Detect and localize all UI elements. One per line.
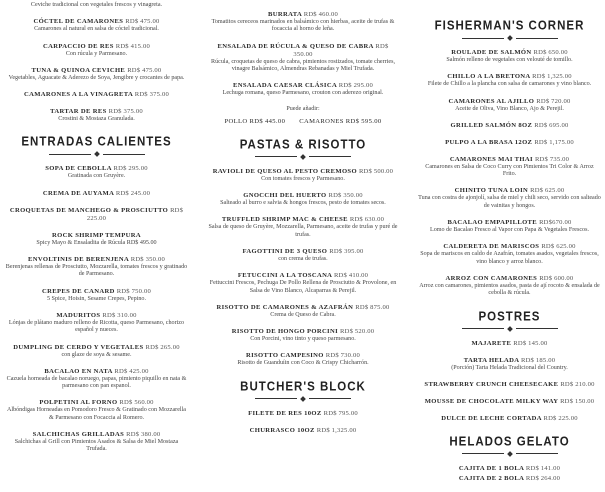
- item-price: RD$ 735.00: [534, 155, 570, 163]
- item-price: RD$ 475.00: [127, 66, 162, 74]
- item-description: Spicy Mayo & Ensaladita de Rúcula RD$ 495.00: [36, 239, 157, 246]
- item-price: RD$ 185.00: [520, 356, 556, 364]
- section-heading-butchers-block: [208, 377, 398, 401]
- menu-item: [4, 190, 189, 198]
- menu-item: [208, 410, 398, 418]
- menu-item: [418, 187, 601, 210]
- item-price: RD$ 720.00: [536, 97, 571, 105]
- item-name: TUNA & QUINOA CEVICHE: [31, 66, 126, 74]
- item-description: Berenjenas rellenas de Prosciutto, Mozzarella, tomates frescos y gratinado de Parmesano.: [5, 264, 188, 278]
- item-price: RD$ 1,175.00: [534, 138, 574, 146]
- item-name: TARTAR DE RES: [50, 108, 107, 116]
- item-name: CAMARONES A LA VINAGRETA: [24, 91, 133, 99]
- item-price: RD$ 750.00: [116, 287, 151, 295]
- item-name: PULPO A LA BRASA 12OZ: [445, 138, 533, 146]
- menu-item: [418, 415, 601, 423]
- item-price: RD$ 350.00: [130, 256, 165, 264]
- item-price: RD$ 695.00: [534, 121, 569, 129]
- item-description: Tomatitos cereceos marinados en balsámico con hierbas, aceite de trufas & focaccia al horno de leña.: [211, 19, 395, 33]
- item-price: RD$ 210.00: [560, 380, 595, 388]
- menu-item: [208, 352, 398, 367]
- item-name: SOPA DE CEBOLLA: [45, 165, 112, 173]
- item-price: RD$ 350.00: [328, 192, 363, 200]
- item-name: RISOTTO CAMPESINO: [245, 352, 324, 360]
- menu-item: [208, 248, 398, 263]
- item-name: RAVIOLI DE QUESO AL PESTO CREMOSO: [212, 167, 357, 175]
- item-price: RD$ 410.00: [333, 272, 369, 280]
- item-price: RD$ 1,325.00: [532, 73, 572, 81]
- item-description: Gratinada con Gruyère.: [67, 173, 126, 180]
- item-description: Risotto de Guanduíin con Coco & Crispy Chicharrón.: [237, 360, 369, 367]
- item-price: RD$ 375.00: [134, 91, 169, 99]
- menu-item: [4, 399, 189, 422]
- item-price: RD$ 380.00: [126, 431, 161, 439]
- menu-item: [4, 232, 189, 247]
- item-name: GNOCCHI DEL HUERTO: [243, 192, 327, 200]
- menu-item: [418, 122, 601, 130]
- menu-item: [4, 256, 189, 279]
- menu-column-right: [418, 10, 601, 492]
- item-price: RD$ 875.00: [355, 303, 390, 311]
- item-description: Aceite de Oliva, Vino Blanco, Ajo & Perejil.: [455, 105, 564, 112]
- section-title: PASTAS & RISOTTO: [239, 137, 367, 152]
- heading-divider: [208, 155, 398, 159]
- item-price: RD$670.00: [539, 219, 572, 227]
- item-description: con glaze de soya & sesame.: [61, 351, 132, 358]
- item-name: ENSALADA DE RÚCULA & QUESO DE CABRA: [217, 42, 374, 50]
- item-price: RD$ 520.00: [340, 328, 375, 336]
- menu-item: [418, 357, 601, 372]
- item-description: Ceviche tradicional con vegetales frescos y vinagreta.: [30, 2, 163, 8]
- item-description: Salsa de queso de Gruyère, Mozzarella, Parmesano, aceite de trufas y puré de trufas.: [208, 224, 398, 238]
- item-description: Salteado al burro e salvia & hongos frescos, pesto de tomates secos.: [220, 200, 386, 207]
- item-description: Crostini & Mostaza Granulada.: [58, 116, 135, 123]
- item-name: CALDERETA DE MARISCOS: [443, 243, 540, 251]
- menu-item: [208, 328, 398, 343]
- item-name: CROQUETAS DE MANCHEGO & PROSCIUTTO: [9, 206, 169, 214]
- item-name: SALCHICHAS GRILLADAS: [32, 431, 125, 439]
- item-description: Con tomates frescos y Parmesano.: [261, 175, 345, 182]
- add-on-options: [208, 118, 398, 126]
- item-price: [350, 0, 384, 1]
- menu-item: [418, 98, 601, 113]
- item-description: Con rúcula y Parmesano.: [65, 50, 128, 57]
- section-heading-fishermans-corner: [418, 16, 601, 40]
- item-name: ARROZ CON CAMARONES: [445, 274, 538, 282]
- item-name: BACALAO EMPAPILLOTE: [447, 219, 538, 227]
- heading-divider: [418, 327, 601, 331]
- menu-item: [418, 381, 601, 389]
- item-name: ENSALADA CAESAR CLÁSICA: [233, 82, 337, 90]
- menu-item: [4, 43, 189, 58]
- item-name: TARTA HELADA: [463, 356, 519, 364]
- item-price: RD$ 310.00: [102, 311, 137, 319]
- menu-item: [208, 43, 398, 74]
- item-price: RD$ 150.00: [560, 397, 595, 405]
- menu-item: [208, 11, 398, 34]
- item-name: CAMARONES AL AJILLO: [448, 97, 535, 105]
- item-description: con crema de trufas.: [278, 255, 328, 262]
- add-on-label: Puede añadir:: [286, 106, 320, 113]
- menu-item: [4, 207, 189, 223]
- item-name: GRILLED SALMÓN 8OZ: [450, 121, 533, 129]
- menu-column-center: [208, 0, 398, 444]
- item-name: CAJITA DE 1 BOLA: [458, 464, 524, 472]
- item-description: Con Porcini, vino tinto y queso parmesano.: [250, 336, 356, 343]
- section-title: HELADOS GELATO: [449, 434, 570, 449]
- menu-item: [4, 431, 189, 454]
- item-price: RD$ 225.00: [86, 206, 184, 222]
- item-price: RD$ 425.00: [114, 367, 149, 375]
- menu-item: [4, 368, 189, 391]
- menu-item: [208, 427, 398, 435]
- item-price: RD$ 460.00: [303, 11, 338, 18]
- add-on-chicken: POLLO RD$ 445.00: [224, 117, 286, 125]
- item-name: FILETE DE RES 10OZ: [248, 409, 322, 417]
- section-heading-postres: [418, 307, 601, 331]
- item-name: RISOTTO DE HONGO PORCINI: [231, 328, 339, 336]
- menu-item: [418, 340, 601, 348]
- menu-item: [208, 304, 398, 319]
- item-price: RD$ 415.00: [115, 42, 150, 50]
- item-description: Cazuela horneada de bacalao noruego, papas, pimiento piquillo en nata & parmesano con pan espanol.: [6, 375, 187, 390]
- item-description: Albóndigas Horneadas en Pomodoro Fresco & Gratinado con Mozzarella & Parmesano con Focaccia al Romero.: [6, 407, 187, 421]
- item-description: Lomo de Bacalao Fresco al Vapor con Papa & Vegetales Frescos.: [429, 227, 589, 234]
- item-name: [16, 0, 140, 1]
- item-name: CHILLO A LA BRETONA: [447, 73, 531, 81]
- item-name: BURRATA: [268, 11, 302, 18]
- item-price: RD$ 625.00: [530, 187, 565, 195]
- item-description: Lechuga romana, queso Parmesano, crouton con aderezo original.: [222, 90, 384, 97]
- menu-column-left: [4, 0, 189, 463]
- add-on-shrimp: CAMARONES RD$ 595.00: [299, 117, 382, 125]
- item-description: Crema de Queso de Cabra.: [270, 311, 336, 318]
- item-name: CHURRASCO 10OZ: [249, 426, 315, 434]
- item-price: RD$ 375.00: [108, 108, 143, 116]
- item-price: RD$ 1,325.00: [316, 426, 357, 434]
- section-heading-pastas-risotto: [208, 135, 398, 159]
- menu-item: [4, 344, 189, 359]
- item-price: RD$ 141.00: [525, 464, 561, 472]
- menu-item: [418, 398, 601, 406]
- menu-item: [418, 73, 601, 88]
- item-price: RD$ 560.00: [119, 399, 154, 407]
- menu-item: [208, 168, 398, 183]
- menu-item: [418, 156, 601, 179]
- item-name: FETUCCINI A LA TOSCANA: [237, 272, 332, 280]
- item-description: Filete de Chillo a la plancha con salsa de camarones y vino blanco.: [427, 81, 592, 88]
- menu-item: [418, 465, 601, 473]
- item-name: MAJARETE: [471, 339, 512, 347]
- menu-item: [418, 243, 601, 266]
- item-description: Camarones al natural en salsa de cóctel tradicional.: [34, 26, 159, 33]
- item-name: DULCE DE LECHE CORTADA: [441, 414, 542, 422]
- item-name: ENVOLTINIS DE BERENJENA: [28, 256, 129, 264]
- item-name: DUMPLING DE CERDO Y VEGETALES: [13, 343, 144, 351]
- item-name: MADURITOS: [56, 311, 101, 319]
- item-name: FAGOTTINI DE 3 QUESO: [242, 247, 328, 255]
- item-name: CAJITA DE 2 BOLA: [458, 474, 524, 482]
- menu-item: [208, 82, 398, 97]
- item-price: RD$ 295.00: [338, 82, 373, 90]
- item-description: Lónjas de plátano maduro relleno de Ricotta, queso Parmesano, chorizo español y nueces.: [8, 319, 185, 334]
- heading-divider: [418, 452, 601, 456]
- heading-divider: [418, 36, 601, 40]
- menu-item: [4, 91, 189, 99]
- menu-item: [208, 216, 398, 239]
- menu-item: [4, 0, 189, 9]
- item-description: Tuna con costra de ajonjolí, salsa de miel y chili seco, servido con salteado de vainitas y hongos.: [418, 195, 601, 209]
- menu-item: [418, 475, 601, 483]
- item-name: CHINITO TUNA LOIN: [454, 187, 529, 195]
- menu-item: [4, 288, 189, 303]
- item-name: CREMA DE AUYAMA: [42, 189, 114, 197]
- item-description: Rúcula, croquetas de queso de cabra, pimientos rostizados, tomate cherries, vinagre Balsámico, Almendras Rebanadas y Miel Trufada.: [211, 58, 395, 72]
- menu-item: [4, 165, 189, 180]
- item-price: RD$ 795.00: [323, 409, 358, 417]
- item-name: TRUFFLED SHRIMP MAC & CHEESE: [221, 216, 348, 224]
- item-price: RD$ 145.00: [513, 339, 548, 347]
- heading-divider: [208, 397, 398, 401]
- item-price: RD$ 625.00: [541, 243, 576, 251]
- section-title: POSTRES: [478, 309, 541, 324]
- menu-item: [208, 192, 398, 207]
- item-price: RD$ 600.00: [539, 274, 574, 282]
- item-price: [142, 0, 176, 1]
- section-heading-helados-gelato: [418, 432, 601, 456]
- item-name: [221, 0, 348, 1]
- item-price: RD$ 245.00: [115, 189, 151, 197]
- item-description: Sopa de mariscos en caldo de Azafrán, tomates asados, vegetales frescos, vino blanco y arroz blanco.: [420, 251, 599, 265]
- item-name: CARPACCIO DE RES: [43, 42, 114, 50]
- menu-item: [208, 0, 398, 2]
- item-description: Salmón relleno de vegetales con velouté de tomillo.: [446, 57, 573, 63]
- item-price: RD$ 730.00: [325, 352, 361, 360]
- item-name: BACALAO EN NATA: [44, 367, 113, 375]
- item-description: (Porción) Tarta Helada Tradicional del Country.: [451, 364, 568, 371]
- item-description: Salchichas al Grill con Pimientos Asados & Salsa de Miel Mostaza Trufada.: [14, 439, 179, 453]
- item-price: RD$ 264.00: [525, 474, 561, 482]
- item-name: ROCK SHRIMP TEMPURA: [52, 231, 141, 239]
- item-name: CREPES DE CANARD: [42, 287, 115, 295]
- menu-item: [418, 139, 601, 147]
- section-title: ENTRADAS CALIENTES: [21, 135, 172, 150]
- section-heading-entradas-calientes: [4, 132, 189, 156]
- item-price: RD$ 395.00: [329, 247, 364, 255]
- item-price: RD$ 225.00: [543, 414, 578, 422]
- menu-item: [4, 67, 189, 82]
- item-description: Camarones en Salsa de Coco Curry con Pimientos Tri Color & Arroz Frito.: [425, 163, 594, 178]
- item-description: Vegetables, Aguacate & Aderezo de Soya, Jengibre y crocantes de papa.: [8, 74, 185, 81]
- item-description: 5 Spice, Hoisin, Sesame Crepes, Pepino.: [46, 295, 146, 302]
- item-name: CAMARONES MAI THAI: [449, 155, 533, 163]
- item-name: STRAWBERRY CRUNCH CHEESECAKE: [424, 380, 559, 388]
- item-name: RISOTTO DE CAMARONES & AZAFRÁN: [216, 303, 354, 311]
- item-description: Arroz con camarones, pimientos asados, pasta de ají rocoto & ensalada de cebolla & rúcula.: [419, 282, 600, 297]
- menu-item: [4, 18, 189, 33]
- item-price: RD$ 295.00: [113, 165, 148, 173]
- menu-item: [418, 219, 601, 234]
- item-price: RD$ 265.00: [145, 343, 180, 351]
- item-name: POLPETINI AL FORNO: [39, 399, 118, 407]
- item-price: RD$ 350.00: [293, 42, 389, 58]
- add-on-note: [208, 106, 398, 113]
- menu-item: [208, 272, 398, 295]
- item-name: MOUSSE DE CHOCOLATE MILKY WAY: [424, 397, 559, 405]
- item-name: ROULADE DE SALMÓN: [451, 49, 532, 56]
- item-price: RD$ 630.00: [349, 216, 385, 224]
- item-description: Fettuccini Frescos, Pechuga De Pollo Rellena de Prosciutto & Provolone, en Salsa de Vino Blanco, Alcaparras & Perejil.: [209, 280, 397, 294]
- section-title: BUTCHER'S BLOCK: [240, 379, 366, 394]
- item-price: RD$ 650.00: [533, 49, 568, 56]
- section-title: FISHERMAN'S CORNER: [434, 19, 585, 33]
- item-name: CÓCTEL DE CAMARONES: [33, 18, 124, 26]
- menu-item: [4, 312, 189, 335]
- menu-item: [418, 49, 601, 64]
- item-price: RD$ 475.00: [125, 18, 160, 26]
- item-price: RD$ 500.00: [358, 167, 394, 175]
- menu-item: [4, 108, 189, 123]
- heading-divider: [4, 152, 189, 156]
- menu-item: [418, 275, 601, 298]
